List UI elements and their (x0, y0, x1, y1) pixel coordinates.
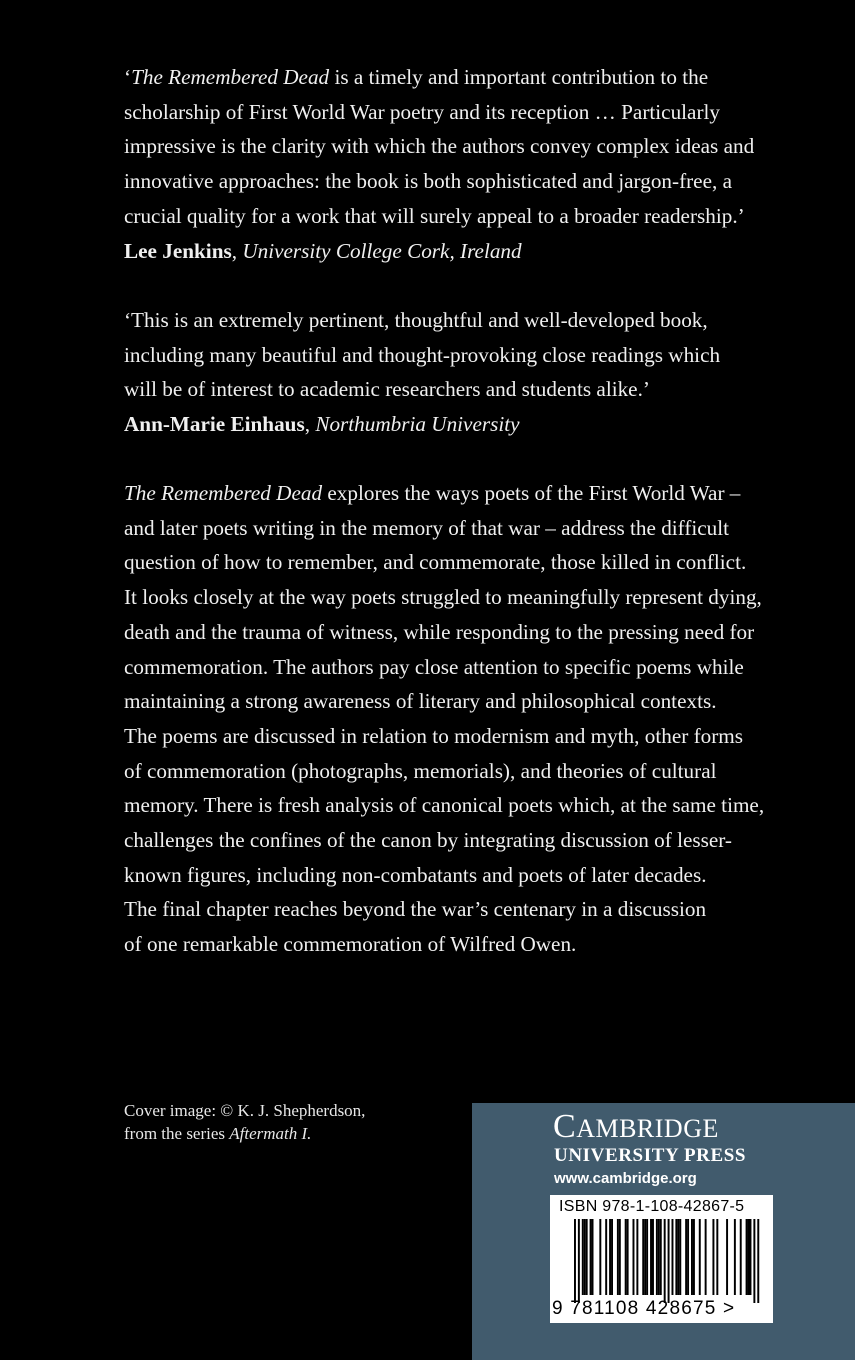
barcode-bar (644, 1219, 646, 1295)
barcode-bar (586, 1219, 588, 1295)
text-line: The poems are discussed in relation to modernism and myth, other forms (124, 723, 744, 748)
barcode-bar (691, 1219, 693, 1295)
publisher-panel (472, 1103, 855, 1360)
barcode-bar (652, 1219, 654, 1295)
credit-series-title: Aftermath I. (229, 1124, 312, 1143)
reviewer-name: Lee Jenkins (124, 238, 232, 263)
barcode-bar (699, 1219, 701, 1295)
barcode-bar (646, 1219, 648, 1295)
barcode-bar (672, 1219, 674, 1295)
text-line: crucial quality for a work that will surely appeal to a broader readership.’ (124, 203, 745, 228)
quote-1-text (124, 60, 824, 234)
text-line: will be of interest to academic researchers and students alike.’ (124, 377, 650, 402)
barcode-bar (734, 1219, 736, 1295)
barcode-bar (675, 1219, 677, 1295)
barcode-bar (590, 1219, 592, 1295)
barcode-bar (712, 1219, 714, 1295)
text-line: of commemoration (photographs, memorials), and theories of cultural (124, 758, 717, 783)
barcode-bar (660, 1219, 662, 1295)
text-line: The Remembered Dead explores the ways poets of the First World War – (124, 481, 741, 505)
barcode-bar (677, 1219, 679, 1295)
barcode-bar (757, 1219, 759, 1303)
review-quote-2 (124, 303, 824, 442)
barcode-bar (746, 1219, 748, 1295)
text-line: including many beautiful and thought-provoking close readings which (124, 342, 721, 367)
reviewer-affiliation: University College Cork, Ireland (242, 238, 522, 263)
barcode-bar (650, 1219, 652, 1295)
barcode-bar (627, 1219, 629, 1295)
text-line: maintaining a strong awareness of literary and philosophical contexts. (124, 689, 717, 714)
isbn-label: ISBN 978-1-108-42867-5 (559, 1198, 745, 1215)
publisher-name-rest: AMBRIDGE (576, 1114, 719, 1143)
barcode-bar (705, 1219, 707, 1295)
reviewer-affiliation: Northumbria University (315, 412, 520, 437)
text-line: ‘This is an extremely pertinent, thoughtful and well-developed book, (124, 308, 708, 332)
book-title: The Remembered Dead (131, 65, 330, 89)
publisher-name-initial: C (553, 1108, 577, 1145)
barcode-bar (664, 1219, 666, 1303)
cover-image-credit (124, 1099, 454, 1145)
book-description (124, 476, 824, 962)
text-line: ‘The Remembered Dead is a timely and important contribution to the (124, 65, 709, 89)
barcode-bar (679, 1219, 681, 1295)
text-line: The final chapter reaches beyond the war’s centenary in a discussion (124, 897, 707, 922)
credit-line-2 (124, 1122, 454, 1145)
book-title: The Remembered Dead (124, 481, 323, 505)
reviewer-name: Ann-Marie Einhaus (124, 412, 305, 437)
text-line: It looks closely at the way poets struggled to meaningfully represent dying, (124, 585, 762, 610)
credit-prefix: from the series (124, 1124, 230, 1143)
publisher-subtitle: UNIVERSITY PRESS (554, 1145, 747, 1166)
barcode-bar (633, 1219, 635, 1295)
barcode-bar (740, 1219, 742, 1295)
barcode-bar (609, 1219, 611, 1295)
quote-2-text (124, 303, 824, 407)
credit-line-1: Cover image: © K. J. Shepherdson, (124, 1101, 366, 1120)
quote-2-attribution: Ann-Marie Einhaus, Northumbria University (124, 412, 520, 437)
barcode-bar (592, 1219, 594, 1295)
publisher-url: www.cambridge.org (554, 1170, 697, 1187)
text-line: known figures, including non-combatants and poets of later decades. (124, 862, 707, 887)
barcode-bar (668, 1219, 670, 1303)
barcode-bar (599, 1219, 601, 1295)
text-line: scholarship of First World War poetry and its reception … Particularly (124, 99, 720, 124)
text-line: of one remarkable commemoration of Wilfred Owen. (124, 932, 577, 957)
barcode-bar (658, 1219, 660, 1295)
barcode-bar (753, 1219, 755, 1303)
barcode-bar (750, 1219, 752, 1295)
barcode-bar (726, 1219, 728, 1295)
text-line: and later poets writing in the memory of that war – address the difficult (124, 515, 730, 540)
barcode-bar (636, 1219, 638, 1295)
barcode-bar (693, 1219, 695, 1295)
review-quote-1 (124, 60, 824, 268)
barcode-bar (619, 1219, 621, 1295)
barcode-bar (574, 1219, 576, 1303)
barcode-bar (605, 1219, 607, 1295)
barcode-bar (716, 1219, 718, 1295)
publisher-name (553, 1107, 719, 1149)
text-line: memory. There is fresh analysis of canonical poets which, at the same time, (124, 793, 765, 818)
barcode-bar (642, 1219, 644, 1295)
text-line: question of how to remember, and commemorate, those killed in conflict. (124, 550, 747, 575)
description-text (124, 476, 824, 962)
barcode-box (550, 1195, 773, 1323)
barcode-bar (611, 1219, 613, 1295)
text-line: death and the trauma of witness, while responding to the pressing need for (124, 619, 755, 644)
barcode-bar (748, 1219, 750, 1295)
barcode-bar (685, 1219, 687, 1295)
text-line: innovative approaches: the book is both sophisticated and jargon-free, a (124, 169, 732, 194)
text-line: commemoration. The authors pay close attention to specific poems while (124, 654, 744, 679)
text-line: challenges the confines of the canon by integrating discussion of lesser- (124, 828, 732, 853)
quote-1-attribution: Lee Jenkins, University College Cork, Ireland (124, 238, 522, 263)
barcode-digits: 9 781108 428675 > (552, 1298, 736, 1319)
barcode-bar (578, 1219, 580, 1303)
barcode-bar (584, 1219, 586, 1295)
barcode-bar (617, 1219, 619, 1295)
text-line: impressive is the clarity with which the authors convey complex ideas and (124, 134, 755, 159)
barcode-bar (656, 1219, 658, 1295)
barcode-bar (625, 1219, 627, 1295)
barcode-bar (582, 1219, 584, 1295)
barcode-bar (687, 1219, 689, 1295)
